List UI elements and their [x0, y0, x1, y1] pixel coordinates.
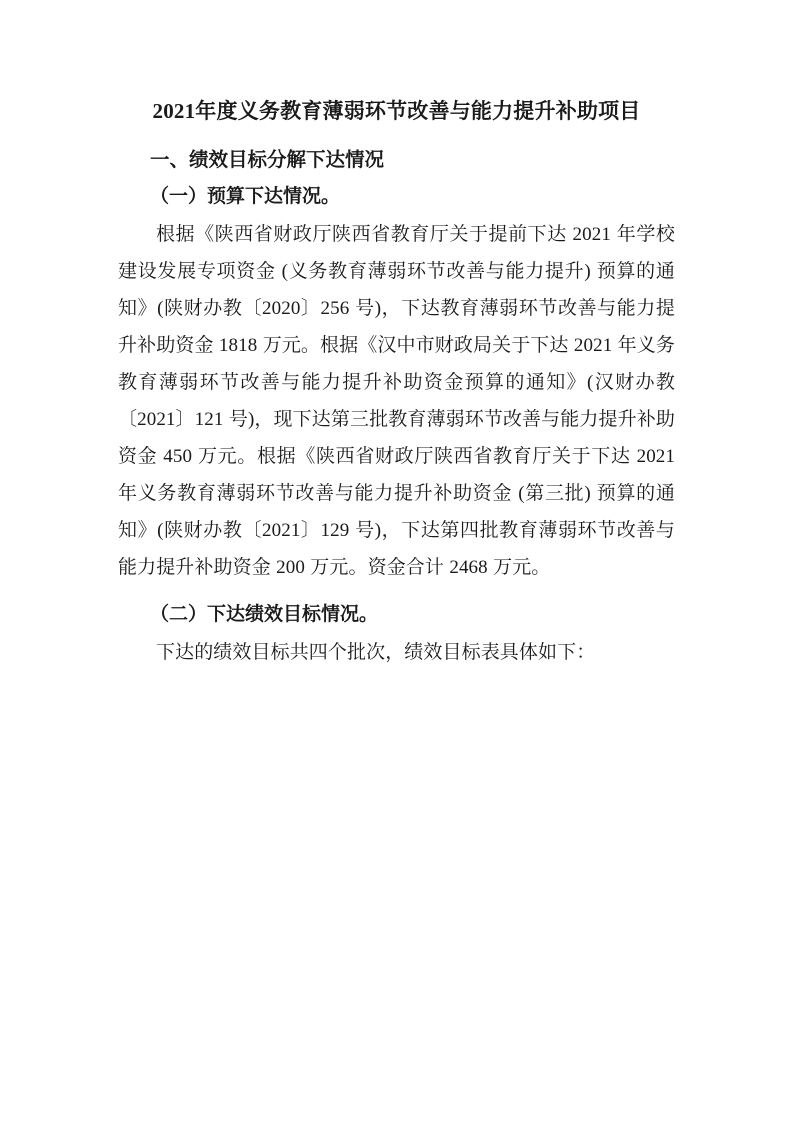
- paragraph-target-issuance: 下达的绩效目标共四个批次，绩效目标表具体如下：: [156, 642, 596, 664]
- title-spacer: [118, 134, 675, 140]
- subsection-heading-target-issuance: （二）下达绩效目标情况。: [150, 604, 379, 626]
- paragraph-spacer: [118, 586, 675, 596]
- page-title: 2021年度义务教育薄弱环节改善与能力提升补助项目: [152, 99, 641, 123]
- paragraph-budget-allocation: 根据《陕西省财政厅陕西省教育厅关于提前下达 2021 年学校建设发展专项资金 (义务教育薄弱环节改善与能力提升) 预算的通知》(陕财办教〔2020〕256 号)，下达教育薄弱环节改善与能力提升补助资金 1818 万元。根据《汉中市财政局关于下达 2021 年义务教育薄弱环节改善与能力提升补助资金预算的通知》(汉财办教〔2021〕121 号)，现下达第三批教育薄弱环节改善与能力提升补助资金 450 万元。根据《陕西省财政厅陕西省教育厅关于下达 2021 年义务教育薄弱环节改善与能力提升补助资金 (第三批) 预算的通知》(陕财办教〔2021〕129 号)，下达第四批教育薄弱环节改善与能力提升补助资金 200 万元。资金合计 2468 万元。: [118, 223, 675, 579]
- section-heading-performance-target: 一、绩效目标分解下达情况: [150, 149, 385, 171]
- subsection-heading-budget-allocation: （一）预算下达情况。: [150, 185, 341, 207]
